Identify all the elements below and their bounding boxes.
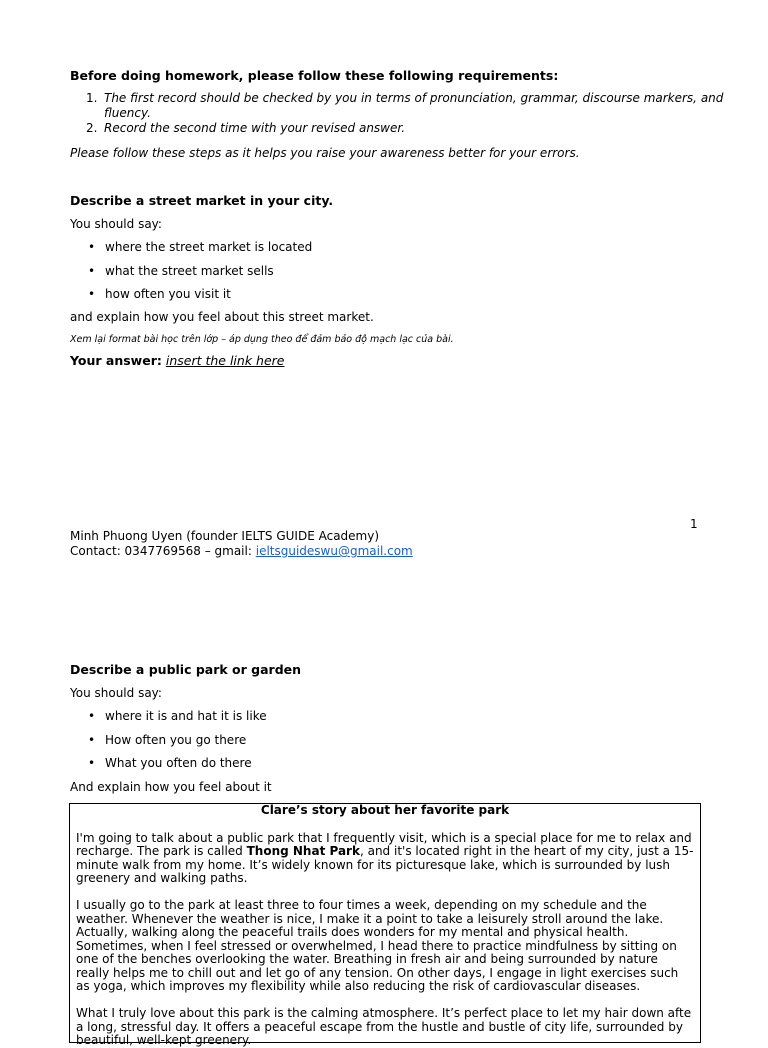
answer-label: Your answer: bbox=[70, 353, 162, 368]
list-item: • What you often do there bbox=[70, 756, 267, 780]
answer-line bbox=[70, 353, 284, 368]
requirements-list bbox=[70, 91, 724, 136]
requirements-note: Please follow these steps as it helps you raise your awareness better for your errors. bbox=[70, 146, 580, 160]
list-item: • where the street market is located bbox=[70, 240, 312, 264]
story-paragraph: I usually go to the park at least three to four times a week, depending on my schedule and the weather. Whenever the weather is nice, I make it a point to take a leisurely stroll around the lake. Actually, walking along the peaceful trails does wonders for my mental and physical health. Sometimes, when I feel stressed or overwhelmed, I head there to practice mindfulness by sitting on one of the benches overlooking the water. Breathing in fresh air and being surrounded by nature really helps me to chill out and let go of any tension. On other days, I engage in light exercises such as yoga, which improves my flexibility while also reducing the risk of cardiovascular diseases. bbox=[76, 898, 679, 993]
vietnamese-note: Xem lại format bài học trên lớp – áp dụng theo để đảm bảo độ mạch lạc của bài. bbox=[70, 334, 454, 345]
requirements-title: Before doing homework, please follow these following requirements: bbox=[70, 68, 559, 83]
story-paragraph: I'm going to talk about a public park that I frequently visit, which is a special place for me to relax and recharge. The park is called Thong Nhat Park, and it's located right in the heart of my city, just a 15-minute walk from my home. It’s widely known for its picturesque lake, which is surrounded by lush greenery and walking paths. bbox=[76, 830, 694, 885]
task2-you-should-say: You should say: bbox=[70, 686, 162, 700]
list-item: • How often you go there bbox=[70, 733, 267, 757]
park-name: Thong Nhat Park bbox=[246, 844, 360, 858]
story-paragraph: What I truly love about this park is the calming atmosphere. It’s perfect place to let my hair down afte a long, stressful day. It offers a peaceful escape from the hustle and bustle of city life, surrounded by beautiful, well-kept greenery. bbox=[76, 1006, 692, 1047]
requirement-item: 2. Record the second time with your revised answer. bbox=[86, 121, 406, 135]
task1-explain: and explain how you feel about this street market. bbox=[70, 310, 374, 324]
task2-explain: And explain how you feel about it bbox=[70, 780, 272, 794]
story-box bbox=[69, 803, 701, 1047]
list-item: • where it is and hat it is like bbox=[70, 709, 267, 733]
list-item: • how often you visit it bbox=[70, 287, 312, 311]
task2-bullet-list bbox=[70, 709, 267, 780]
email-link[interactable]: ieltsguideswu@gmail.com bbox=[255, 544, 413, 558]
task1-bullet-list bbox=[70, 240, 312, 311]
task2-title: Describe a public park or garden bbox=[70, 662, 302, 677]
footer bbox=[70, 529, 413, 559]
task1-you-should-say: You should say: bbox=[70, 217, 162, 231]
requirement-item: 1. The first record should be checked by you in terms of pronunciation, grammar, discourse markers, and fluency. bbox=[86, 91, 724, 120]
list-item: • what the street market sells bbox=[70, 264, 312, 288]
answer-link[interactable]: insert the link here bbox=[165, 353, 285, 368]
page-number: 1 bbox=[690, 517, 698, 531]
footer-author: Minh Phuong Uyen (founder IELTS GUIDE Academy) bbox=[70, 529, 380, 543]
task1-title: Describe a street market in your city. bbox=[70, 193, 334, 208]
story-title: Clare’s story about her favorite park bbox=[260, 803, 510, 817]
footer-contact: Contact: 0347769568 – gmail: ieltsguideswu@gmail.com bbox=[70, 544, 413, 558]
